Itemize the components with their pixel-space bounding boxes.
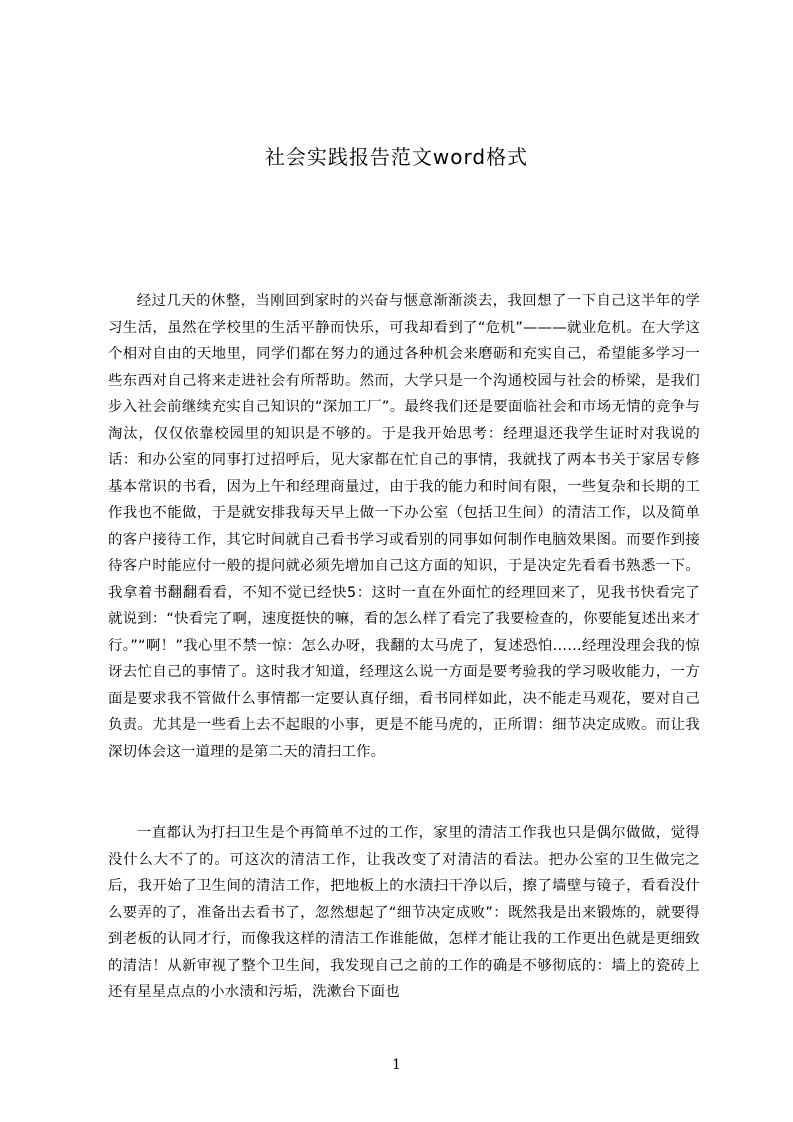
document-title: 社会实践报告范文word格式 xyxy=(264,145,529,169)
page-number: 1 xyxy=(392,1057,401,1073)
body-paragraph: 经过几天的休整，当刚回到家时的兴奋与惬意渐渐淡去，我回想了一下自己这半年的学习生活，虽然在学校里的生活平静而快乐，可我却看到了“危机”———就业危机。在大学这个相对自由的天地里，同学们都在努力的通过各种机会来磨砺和充实自己，希望能多学习一些东西对自己将来走进社会有所帮助。然而，大学只是一个沟通校园与社会的桥梁，是我们步入社会前继续充实自己知识的“深加工厂”。最终我们还是要面临社会和市场无情的竞争与淘汰，仅仅依靠校园里的知识是不够的。于是我开始思考：经理退还我学生证时对我说的话：和办公室的同事打过招呼后，见大家都在忙自己的事情，我就找了两本书关于家居专修基本常识的书看，因为上午和经理商量过，由于我的能力和时间有限，一些复杂和长期的工作我也不能做，于是就安排我每天早上做一下办公室（包括卫生间）的清洁工作，以及简单的客户接待工作，其它时间就自己看书学习或看别的同事如何制作电脑效果图。而要作到接待客户时能应付一般的提问就必须先增加自己这方面的知识，于是决定先看看书熟悉一下。我拿着书翻翻看看，不知不觉已经快5：这时一直在外面忙的经理回来了，见我书快看完了就说到：“快看完了啊，速度挺快的嘛，看的怎么样了看完了我要检查的，你要能复述出来才行。”“啊！”我心里不禁一惊：怎么办呀，我翻的太马虎了，复述恐怕……经理没理会我的惊讶去忙自己的事情了。这时我才知道，经理这么说一方面是要考验我的学习吸收能力，一方面是要求我不管做什么事情都一定要认真仔细，看书同样如此，决不能走马观花，要对自己负责。尤其是一些看上去不起眼的小事，更是不能马虎的，正所谓：细节决定成败。而让我深切体会这一道理的是第二天的清扫工作。 xyxy=(108,293,700,760)
body-paragraph: 一直都认为打扫卫生是个再简单不过的工作，家里的清洁工作我也只是偶尔做做，觉得没什么大不了的。可这次的清洁工作，让我改变了对清洁的看法。把办公室的卫生做完之后，我开始了卫生间的清洁工作，把地板上的水渍扫干净以后，擦了墙壁与镜子，看看没什么要弄的了，准备出去看书了，忽然想起了“细节决定成败”：既然我是出来锻炼的，就要得到老板的认同才行，而像我这样的清洁工作谁能做，怎样才能让我的工作更出色就是更细致的清洁！从新审视了整个卫生间，我发现自己之前的工作的确是不够彻底的：墙上的瓷砖上还有星星点点的小水渍和污垢，洗漱台下面也 xyxy=(108,825,700,1000)
